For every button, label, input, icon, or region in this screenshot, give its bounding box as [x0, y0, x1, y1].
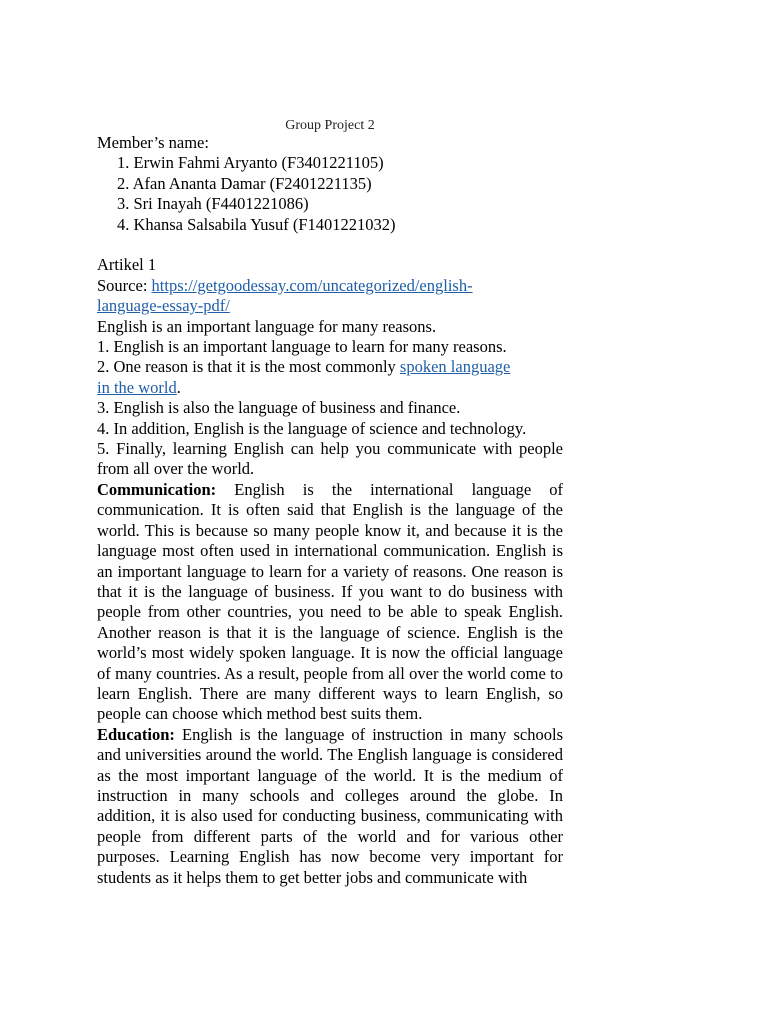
in-the-world-link[interactable]: in the world: [97, 377, 177, 397]
document-body: [97, 133, 563, 888]
document-page: [97, 0, 563, 1024]
source-line: [97, 276, 563, 296]
source-line-2: [97, 296, 563, 316]
spoken-language-link[interactable]: spoken language: [399, 357, 511, 377]
point-2: [97, 357, 563, 377]
member-item-3: 3. Sri Inayah (F4401221086): [117, 194, 309, 214]
source-link[interactable]: https://getgoodessay.com/uncategorized/english-: [151, 275, 473, 295]
communication-paragraph: [97, 480, 563, 725]
point-2-text: 2. One reason is that it is the most commonly: [97, 357, 400, 377]
member-item-4: 4. Khansa Salsabila Yusuf (F1401221032): [117, 214, 396, 234]
point-4: 4. In addition, English is the language of science and technology.: [97, 418, 527, 438]
point-1: 1. English is an important language to learn for many reasons.: [97, 337, 507, 357]
source-link-continued[interactable]: language-essay-pdf/: [97, 296, 230, 316]
page-header-title: Group Project 2: [285, 118, 375, 133]
communication-text: English is the international language of communication. It is often said that English is the language of the world. This is because so many people know it, and because it is the language most often used in international communication. English is an important language to learn for a variety of reasons. One reason is that it is the language of business. If you want to do business with people from other countries, you need to be able to speak English. Another reason is that it is the language of science. English is the world’s most widely spoken language. It is now the official language of many countries. As a result, people from all over the world come to learn English. There are many different ways to learn English, so people can choose which method best suits them.: [97, 479, 563, 724]
education-label: Education:: [97, 724, 175, 744]
point-5: 5. Finally, learning English can help you communicate with people from all over the world.: [97, 439, 563, 479]
point-3: 3. English is also the language of business and finance.: [97, 398, 461, 418]
blank-line: [97, 235, 563, 255]
source-label: Source:: [97, 275, 152, 295]
education-text: English is the language of instruction in many schools and universities around the world. The English language is considered as the most important language of the world. It is the medium of instruction in many schools and colleges around the globe. In addition, it is also used for conducting business, communicating with people from different parts of the world and for various other purposes. Learning English has now become very important for students as it helps them to get better jobs and communicate with: [97, 724, 563, 887]
members-label: Member’s name:: [97, 133, 209, 152]
member-item-2: 2. Afan Ananta Damar (F2401221135): [117, 173, 372, 193]
article-heading: Artikel 1: [97, 255, 157, 275]
point-2-continued: [97, 378, 563, 398]
member-item-1: 1. Erwin Fahmi Aryanto (F3401221105): [117, 153, 384, 173]
point-2-period: .: [176, 377, 181, 397]
education-paragraph: [97, 725, 563, 888]
intro-sentence: English is an important language for many reasons.: [97, 316, 437, 336]
communication-label: Communication:: [97, 479, 217, 499]
